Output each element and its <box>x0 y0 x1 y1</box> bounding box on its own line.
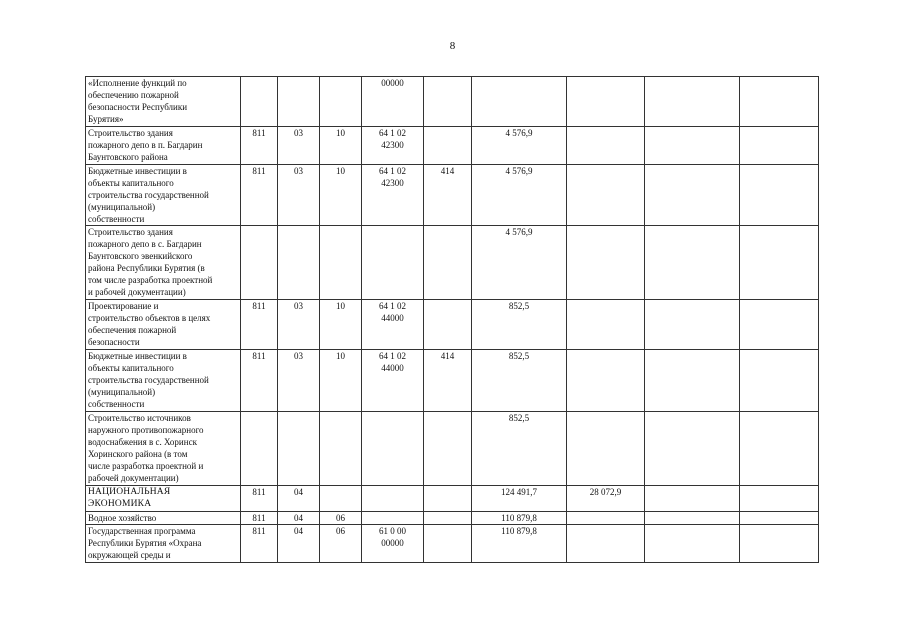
total-amount-cell: 852,5 <box>472 350 567 412</box>
row-name-cell: «Исполнение функций по обеспечению пожарной безопасности Республики Бурятия» <box>86 77 241 127</box>
section-code-cell: 04 <box>278 512 320 525</box>
expense-type-cell: 414 <box>424 165 472 226</box>
row-name-cell: Проектирование и строительство объектов в целях обеспечения пожарной безопасности <box>86 300 241 350</box>
amount-cell-4 <box>740 512 819 525</box>
subsection-code-cell: 06 <box>320 525 362 563</box>
total-amount-cell: 124 491,7 <box>472 486 567 512</box>
amount-cell-3 <box>645 350 740 412</box>
expense-type-cell <box>424 512 472 525</box>
target-article-cell: 61 0 00 00000 <box>362 525 424 563</box>
target-article-cell: 64 1 02 42300 <box>362 165 424 226</box>
admin-code-cell: 811 <box>241 486 278 512</box>
table-body <box>86 77 819 563</box>
admin-code-cell <box>241 226 278 300</box>
page-number: 8 <box>449 40 456 52</box>
section-code-cell <box>278 77 320 127</box>
expense-type-cell <box>424 300 472 350</box>
table-row <box>86 525 819 563</box>
admin-code-cell: 811 <box>241 350 278 412</box>
section-code-cell <box>278 226 320 300</box>
amount-cell-3 <box>645 226 740 300</box>
amount-cell-4 <box>740 486 819 512</box>
expense-type-cell <box>424 77 472 127</box>
federal-amount-cell: 28 072,9 <box>567 486 645 512</box>
row-name-cell: Бюджетные инвестиции в объекты капитального строительства государственной (муниципальной) собственности <box>86 165 241 226</box>
total-amount-cell: 110 879,8 <box>472 525 567 563</box>
row-name-cell: Строительство здания пожарного депо в п. Багдарин Баунтовского района <box>86 127 241 165</box>
subsection-code-cell: 10 <box>320 350 362 412</box>
expense-type-cell <box>424 486 472 512</box>
table-row <box>86 350 819 412</box>
table-row <box>86 512 819 525</box>
expense-type-cell <box>424 127 472 165</box>
target-article-cell <box>362 486 424 512</box>
section-code-cell: 03 <box>278 350 320 412</box>
admin-code-cell: 811 <box>241 525 278 563</box>
target-article-cell <box>362 226 424 300</box>
section-code-cell: 03 <box>278 165 320 226</box>
table-row <box>86 226 819 300</box>
target-article-cell <box>362 412 424 486</box>
federal-amount-cell <box>567 350 645 412</box>
row-name-cell: Водное хозяйство <box>86 512 241 525</box>
admin-code-cell: 811 <box>241 165 278 226</box>
amount-cell-4 <box>740 412 819 486</box>
target-article-cell: 00000 <box>362 77 424 127</box>
budget-table <box>85 76 819 563</box>
admin-code-cell <box>241 412 278 486</box>
amount-cell-4 <box>740 127 819 165</box>
admin-code-cell: 811 <box>241 512 278 525</box>
row-name-cell: Строительство источников наружного противопожарного водоснабжения в с. Хоринск Хоринского района (в том числе разработка проектной и рабочей документации) <box>86 412 241 486</box>
amount-cell-4 <box>740 226 819 300</box>
total-amount-cell: 110 879,8 <box>472 512 567 525</box>
federal-amount-cell <box>567 165 645 226</box>
admin-code-cell: 811 <box>241 300 278 350</box>
total-amount-cell: 4 576,9 <box>472 226 567 300</box>
amount-cell-4 <box>740 77 819 127</box>
subsection-code-cell: 10 <box>320 300 362 350</box>
section-code-cell: 03 <box>278 300 320 350</box>
expense-type-cell: 414 <box>424 350 472 412</box>
table-row <box>86 412 819 486</box>
amount-cell-3 <box>645 300 740 350</box>
federal-amount-cell <box>567 226 645 300</box>
amount-cell-4 <box>740 300 819 350</box>
target-article-cell: 64 1 02 44000 <box>362 300 424 350</box>
amount-cell-3 <box>645 486 740 512</box>
section-code-cell: 04 <box>278 486 320 512</box>
target-article-cell: 64 1 02 44000 <box>362 350 424 412</box>
table-row <box>86 127 819 165</box>
amount-cell-3 <box>645 165 740 226</box>
subsection-code-cell: 10 <box>320 127 362 165</box>
federal-amount-cell <box>567 512 645 525</box>
table-row <box>86 300 819 350</box>
target-article-cell <box>362 512 424 525</box>
section-code-cell <box>278 412 320 486</box>
section-code-cell: 04 <box>278 525 320 563</box>
row-name-cell: Строительство здания пожарного депо в с. Багдарин Баунтовского эвенкийского района Республики Бурятия (в том числе разработка проектной и рабочей документации) <box>86 226 241 300</box>
federal-amount-cell <box>567 77 645 127</box>
total-amount-cell: 4 576,9 <box>472 127 567 165</box>
table-row <box>86 486 819 512</box>
section-code-cell: 03 <box>278 127 320 165</box>
subsection-code-cell: 10 <box>320 165 362 226</box>
amount-cell-3 <box>645 525 740 563</box>
subsection-code-cell <box>320 226 362 300</box>
row-name-cell: Государственная программа Республики Бурятия «Охрана окружающей среды и <box>86 525 241 563</box>
subsection-code-cell <box>320 77 362 127</box>
total-amount-cell: 852,5 <box>472 300 567 350</box>
federal-amount-cell <box>567 412 645 486</box>
expense-type-cell <box>424 226 472 300</box>
amount-cell-3 <box>645 77 740 127</box>
amount-cell-3 <box>645 127 740 165</box>
expense-type-cell <box>424 525 472 563</box>
amount-cell-3 <box>645 512 740 525</box>
table-row <box>86 165 819 226</box>
row-name-cell: Бюджетные инвестиции в объекты капитального строительства государственной (муниципальной) собственности <box>86 350 241 412</box>
total-amount-cell: 852,5 <box>472 412 567 486</box>
table-row <box>86 77 819 127</box>
total-amount-cell <box>472 77 567 127</box>
federal-amount-cell <box>567 300 645 350</box>
expense-type-cell <box>424 412 472 486</box>
total-amount-cell: 4 576,9 <box>472 165 567 226</box>
amount-cell-4 <box>740 525 819 563</box>
admin-code-cell: 811 <box>241 127 278 165</box>
subsection-code-cell: 06 <box>320 512 362 525</box>
target-article-cell: 64 1 02 42300 <box>362 127 424 165</box>
amount-cell-4 <box>740 350 819 412</box>
federal-amount-cell <box>567 127 645 165</box>
amount-cell-4 <box>740 165 819 226</box>
subsection-code-cell <box>320 486 362 512</box>
federal-amount-cell <box>567 525 645 563</box>
subsection-code-cell <box>320 412 362 486</box>
amount-cell-3 <box>645 412 740 486</box>
admin-code-cell <box>241 77 278 127</box>
row-name-cell: НАЦИОНАЛЬНАЯ ЭКОНОМИКА <box>86 486 241 512</box>
